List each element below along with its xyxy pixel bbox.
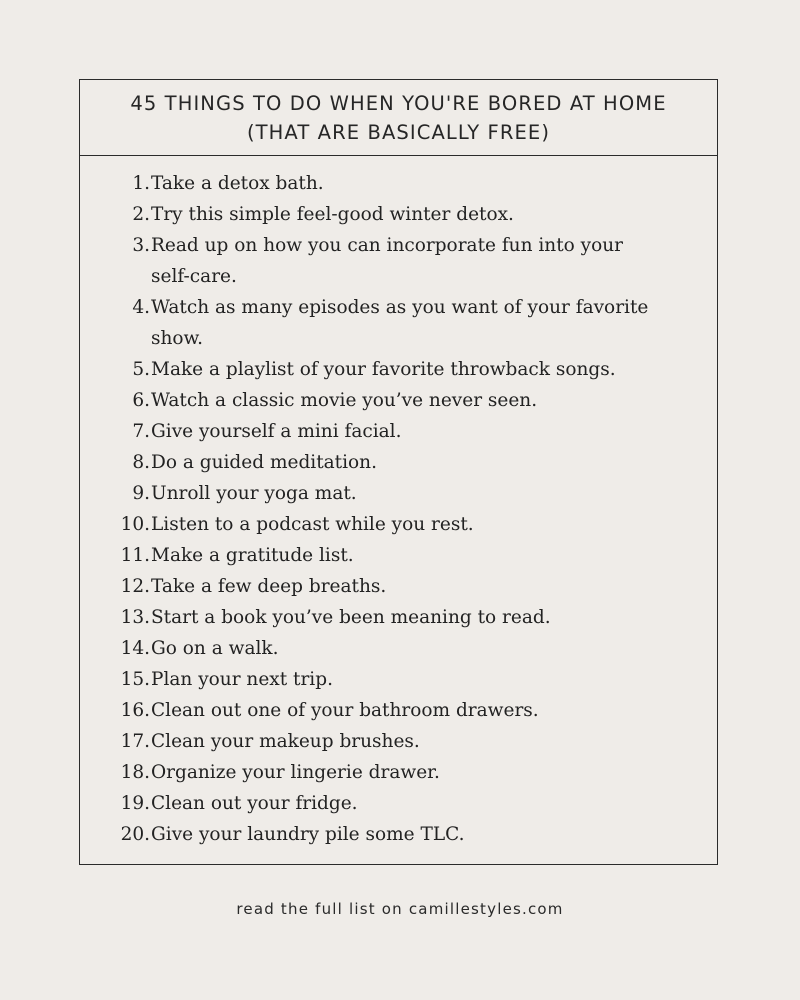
list-item (80, 354, 717, 385)
list-item-text: Give your laundry pile some TLC. (151, 824, 465, 845)
list-item-number: 2. (132, 204, 150, 225)
list-item-number: 5. (132, 359, 150, 380)
list-item-text: Take a detox bath. (151, 173, 324, 194)
list-item (80, 509, 717, 540)
list-item-text: Organize your lingerie drawer. (151, 762, 440, 783)
list-item-text: Read up on how you can incorporate fun into your (151, 235, 624, 256)
list-item-number: 12. (120, 576, 150, 597)
list-item-number: 11. (120, 545, 150, 566)
list-item-number: 17. (120, 731, 150, 752)
title-line-2: (THAT ARE BASICALLY FREE) (246, 121, 551, 144)
list-item-number: 10. (120, 514, 150, 535)
list-item-number: 7. (132, 421, 150, 442)
list-item-number: 16. (120, 700, 150, 721)
list-item-text: Clean your makeup brushes. (151, 731, 420, 752)
list-item (80, 695, 717, 726)
list-item (80, 478, 717, 509)
list-item-number: 6. (132, 390, 150, 411)
list-item-text: Try this simple feel-good winter detox. (151, 204, 514, 225)
list-item (80, 788, 717, 819)
list-item-text: Watch as many episodes as you want of your favorite (151, 297, 649, 318)
list-item-number: 3. (132, 235, 150, 256)
list-item-number: 15. (120, 669, 150, 690)
list-item (80, 602, 717, 633)
list-item (80, 819, 717, 850)
ideas-list (80, 156, 717, 850)
list-item (80, 447, 717, 478)
list-item-text: Watch a classic movie you’ve never seen. (151, 390, 538, 411)
list-item-text: Listen to a podcast while you rest. (151, 514, 474, 535)
list-item-number: 4. (132, 297, 150, 318)
list-item-text: Start a book you’ve been meaning to read. (151, 607, 551, 628)
list-item-number: 20. (120, 824, 150, 845)
list-item-number: 18. (120, 762, 150, 783)
list-item (80, 199, 717, 230)
list-item-number: 1. (132, 173, 150, 194)
list-item-text: Do a guided meditation. (151, 452, 377, 473)
list-item-text: show. (151, 328, 204, 349)
footer-credit: read the full list on camillestyles.com (236, 900, 564, 918)
title-line-1: 45 THINGS TO DO WHEN YOU'RE BORED AT HOME (130, 92, 667, 115)
list-item (80, 230, 717, 261)
list-item (80, 385, 717, 416)
list-item (80, 633, 717, 664)
list-card (79, 79, 718, 865)
page-title (80, 80, 717, 156)
list-item-number: 8. (132, 452, 150, 473)
list-item-text: self-care. (151, 266, 237, 287)
list-item-text: Plan your next trip. (151, 669, 333, 690)
list-item-text: Unroll your yoga mat. (151, 483, 357, 504)
list-item (80, 168, 717, 199)
list-item-text: Clean out one of your bathroom drawers. (151, 700, 539, 721)
list-item (80, 540, 717, 571)
list-item-text: Make a gratitude list. (151, 545, 354, 566)
list-item (80, 261, 717, 292)
list-item-text: Clean out your fridge. (151, 793, 358, 814)
list-item-number: 14. (120, 638, 150, 659)
list-item (80, 571, 717, 602)
list-item-text: Give yourself a mini facial. (151, 421, 402, 442)
list-item-text: Make a playlist of your favorite throwback songs. (151, 359, 616, 380)
list-item-number: 9. (132, 483, 150, 504)
list-item (80, 757, 717, 788)
list-item (80, 664, 717, 695)
list-item-text: Take a few deep breaths. (151, 576, 387, 597)
list-item (80, 416, 717, 447)
list-item-number: 13. (120, 607, 150, 628)
list-item-text: Go on a walk. (151, 638, 279, 659)
list-item (80, 323, 717, 354)
list-item (80, 292, 717, 323)
list-item-number: 19. (120, 793, 150, 814)
list-item (80, 726, 717, 757)
